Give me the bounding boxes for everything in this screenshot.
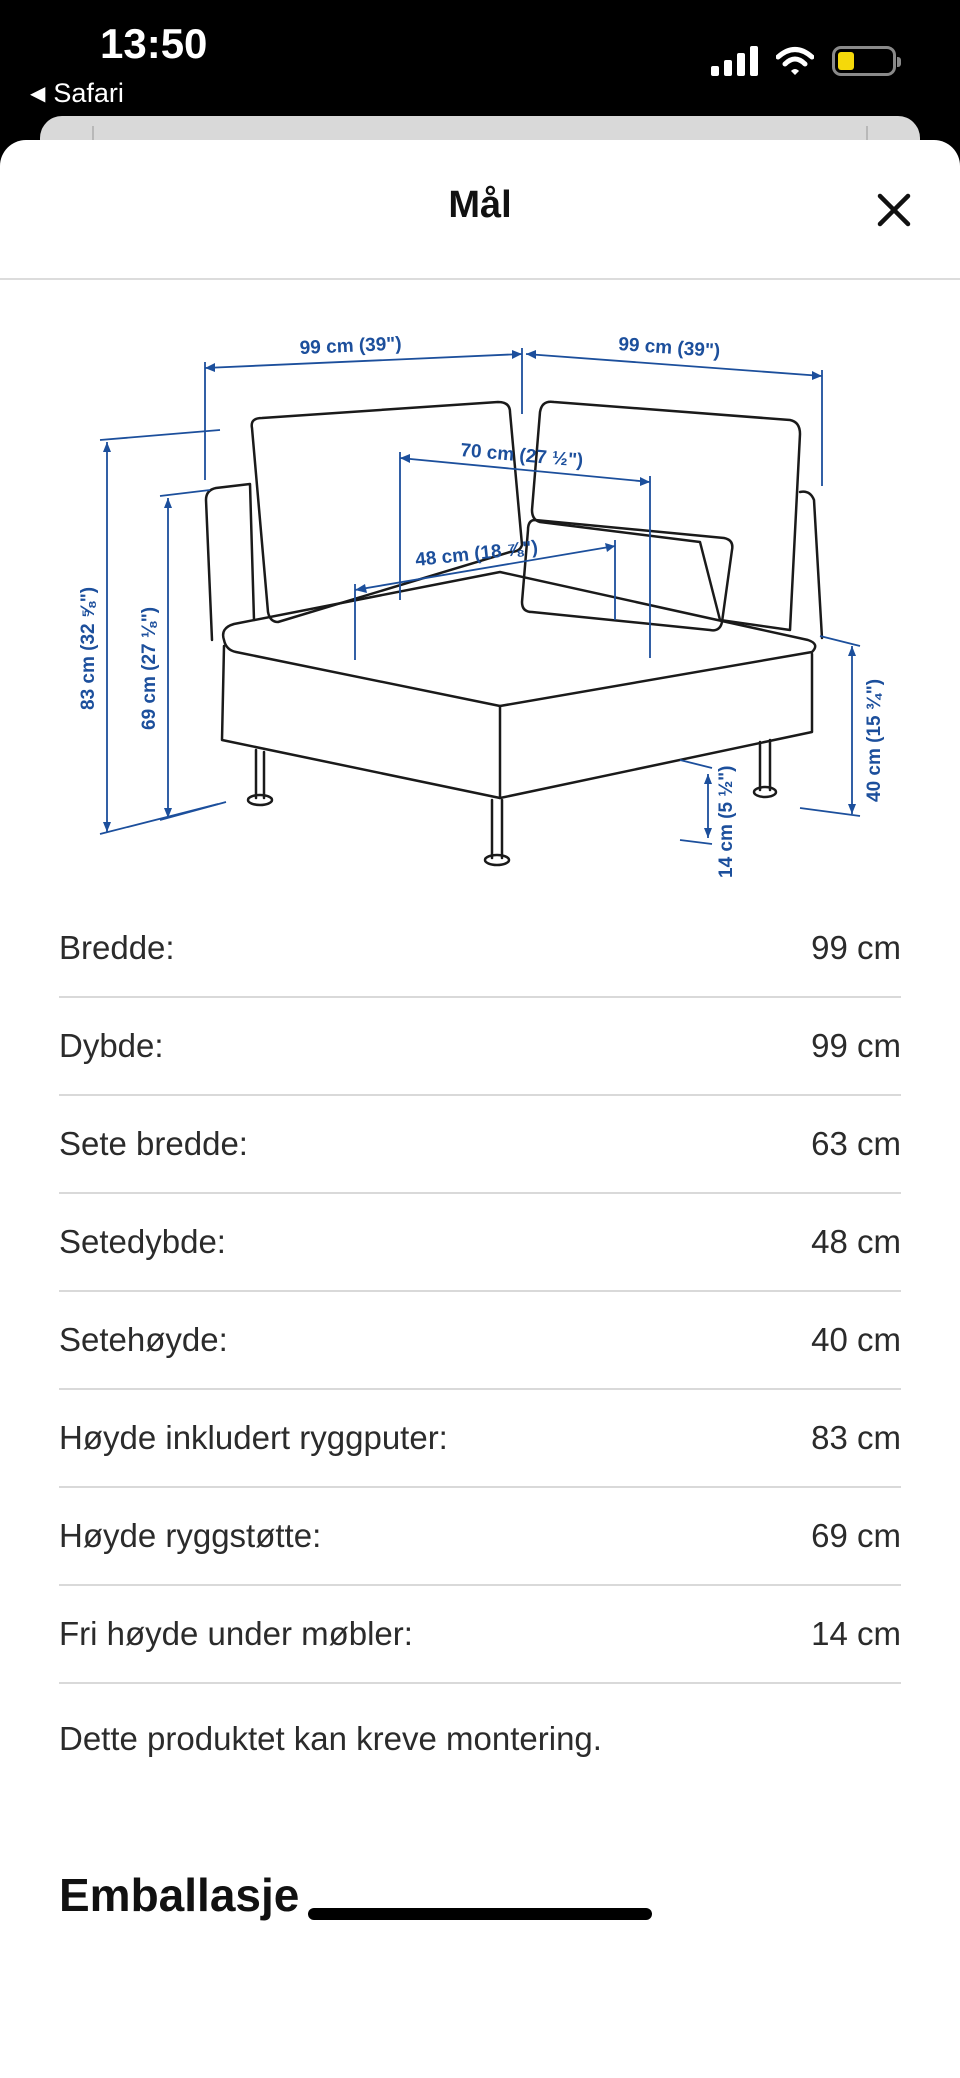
status-icons xyxy=(711,46,896,76)
dim-label-total-height: 83 cm (32 ⅝") xyxy=(78,586,99,710)
spec-row-floor-clearance xyxy=(59,1586,901,1684)
spec-label: Setehøyde: xyxy=(59,1321,228,1358)
back-triangle-icon: ◀ xyxy=(30,83,46,105)
spec-label: Dybde: xyxy=(59,1027,164,1064)
signal-icon xyxy=(711,46,758,76)
spec-label: Bredde: xyxy=(59,929,175,966)
spec-value: 63 cm xyxy=(811,1125,901,1162)
dim-label-width-left: 99 cm (39") xyxy=(299,333,403,359)
dim-label-back-height: 69 cm (27 ⅛") xyxy=(139,606,160,730)
wifi-icon xyxy=(776,46,814,76)
spec-value: 83 cm xyxy=(811,1419,901,1456)
spec-row-width xyxy=(59,900,901,998)
sofa-diagram-svg xyxy=(0,150,960,910)
sheet-title: Mål xyxy=(448,184,512,226)
spec-value: 48 cm xyxy=(811,1223,901,1260)
spec-label: Høyde inkludert ryggputer: xyxy=(59,1419,448,1456)
dimensions-list xyxy=(59,900,901,1684)
spec-row-back-height xyxy=(59,1488,901,1586)
spec-row-height-with-cushions xyxy=(59,1390,901,1488)
home-indicator[interactable] xyxy=(308,1908,652,1920)
spec-label: Sete bredde: xyxy=(59,1125,248,1162)
packaging-section-title[interactable]: Emballasje xyxy=(59,1869,300,1921)
spec-value: 99 cm xyxy=(811,1027,901,1064)
spec-row-seat-height xyxy=(59,1292,901,1390)
spec-label: Høyde ryggstøtte: xyxy=(59,1517,322,1554)
dimension-diagram xyxy=(0,150,960,910)
dim-label-seat-depth: 48 cm (18 ⅞") xyxy=(414,537,539,571)
spec-label: Fri høyde under møbler: xyxy=(59,1615,413,1652)
spec-row-depth xyxy=(59,998,901,1096)
assembly-note: Dette produktet kan kreve montering. xyxy=(59,1720,602,1757)
dimension-lines xyxy=(100,348,860,844)
spec-value: 14 cm xyxy=(811,1615,901,1652)
dim-label-leg-height: 14 cm (5 ½") xyxy=(716,765,737,878)
dimension-arrowheads xyxy=(103,350,856,838)
spec-value: 40 cm xyxy=(811,1321,901,1358)
spec-label: Setedybde: xyxy=(59,1223,226,1260)
dim-label-seat-height: 40 cm (15 ¾") xyxy=(864,678,885,802)
back-app-label: Safari xyxy=(53,78,124,108)
spec-row-seat-width xyxy=(59,1096,901,1194)
back-to-app-link[interactable] xyxy=(30,78,124,109)
status-time: 13:50 xyxy=(100,20,208,67)
battery-icon xyxy=(832,46,896,76)
dim-label-seat-width: 70 cm (27 ½") xyxy=(459,440,585,472)
spec-value: 99 cm xyxy=(811,929,901,966)
dim-label-width-right: 99 cm (39") xyxy=(617,334,721,363)
status-bar xyxy=(0,0,960,130)
spec-value: 69 cm xyxy=(811,1517,901,1554)
spec-row-seat-depth xyxy=(59,1194,901,1292)
